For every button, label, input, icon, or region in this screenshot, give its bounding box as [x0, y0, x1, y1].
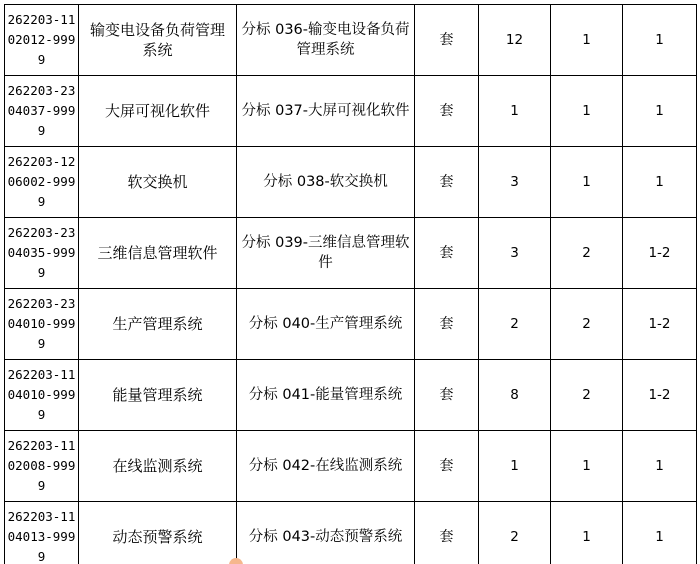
material-code-cell: 262203-1206002-9999	[5, 147, 79, 218]
unit-cell: 套	[415, 502, 479, 564]
unit-cell: 套	[415, 289, 479, 360]
unit-cell: 套	[415, 360, 479, 431]
table-row	[5, 218, 697, 289]
table-row	[5, 431, 697, 502]
column-7-cell: 1	[623, 76, 697, 147]
table-row	[5, 5, 697, 76]
lot-name-cell: 分标 038-软交换机	[237, 147, 415, 218]
quantity-cell: 2	[479, 289, 551, 360]
column-7-cell: 1-2	[623, 289, 697, 360]
quantity-cell: 1	[479, 431, 551, 502]
column-6-cell: 2	[551, 289, 623, 360]
column-7-cell: 1	[623, 5, 697, 76]
column-6-cell: 2	[551, 218, 623, 289]
material-name-cell: 能量管理系统	[79, 360, 237, 431]
material-code-cell: 262203-1104013-9999	[5, 502, 79, 564]
lot-name-cell: 分标 041-能量管理系统	[237, 360, 415, 431]
lot-name-cell: 分标 037-大屏可视化软件	[237, 76, 415, 147]
quantity-cell: 12	[479, 5, 551, 76]
material-name-cell: 三维信息管理软件	[79, 218, 237, 289]
column-6-cell: 2	[551, 360, 623, 431]
table-row	[5, 76, 697, 147]
column-6-cell: 1	[551, 76, 623, 147]
unit-cell: 套	[415, 431, 479, 502]
lot-name-cell: 分标 040-生产管理系统	[237, 289, 415, 360]
column-7-cell: 1	[623, 502, 697, 564]
material-code-cell: 262203-1102008-9999	[5, 431, 79, 502]
material-name-cell: 在线监测系统	[79, 431, 237, 502]
lot-name-cell: 分标 043-动态预警系统	[237, 502, 415, 564]
column-7-cell: 1	[623, 431, 697, 502]
lot-name-cell: 分标 039-三维信息管理软件	[237, 218, 415, 289]
quantity-cell: 8	[479, 360, 551, 431]
unit-cell: 套	[415, 218, 479, 289]
table-row	[5, 289, 697, 360]
lot-name-cell: 分标 036-输变电设备负荷管理系统	[237, 5, 415, 76]
column-7-cell: 1-2	[623, 218, 697, 289]
material-code-cell: 262203-2304035-9999	[5, 218, 79, 289]
unit-cell: 套	[415, 5, 479, 76]
material-code-cell: 262203-1102012-9999	[5, 5, 79, 76]
material-name-cell: 生产管理系统	[79, 289, 237, 360]
column-7-cell: 1	[623, 147, 697, 218]
column-7-cell: 1-2	[623, 360, 697, 431]
material-name-cell: 软交换机	[79, 147, 237, 218]
unit-cell: 套	[415, 76, 479, 147]
table-row	[5, 147, 697, 218]
procurement-lot-table	[4, 4, 697, 564]
quantity-cell: 1	[479, 76, 551, 147]
material-name-cell: 输变电设备负荷管理系统	[79, 5, 237, 76]
column-6-cell: 1	[551, 431, 623, 502]
material-code-cell: 262203-2304037-9999	[5, 76, 79, 147]
column-6-cell: 1	[551, 502, 623, 564]
quantity-cell: 3	[479, 147, 551, 218]
unit-cell: 套	[415, 147, 479, 218]
lot-name-cell: 分标 042-在线监测系统	[237, 431, 415, 502]
table-row	[5, 502, 697, 564]
material-code-cell: 262203-1104010-9999	[5, 360, 79, 431]
material-name-cell: 动态预警系统	[79, 502, 237, 564]
table-row	[5, 360, 697, 431]
quantity-cell: 3	[479, 218, 551, 289]
quantity-cell: 2	[479, 502, 551, 564]
column-6-cell: 1	[551, 147, 623, 218]
material-code-cell: 262203-2304010-9999	[5, 289, 79, 360]
material-name-cell: 大屏可视化软件	[79, 76, 237, 147]
column-6-cell: 1	[551, 5, 623, 76]
